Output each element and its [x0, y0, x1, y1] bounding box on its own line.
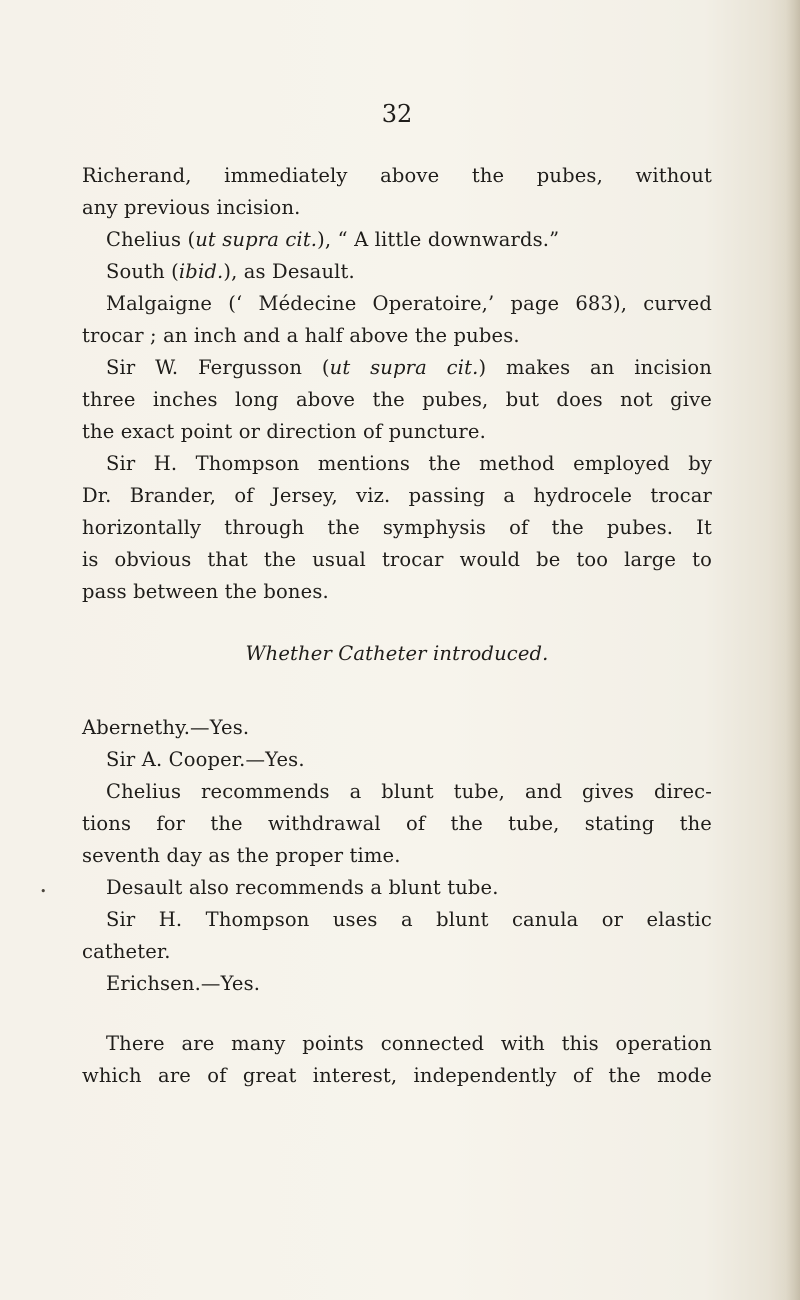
text-line: Dr. Brander, of Jersey, viz. passing a hydrocele trocar: [82, 484, 712, 507]
section-heading: Whether Catheter introduced.: [245, 642, 549, 665]
text-line: There are many points connected with this operation: [106, 1032, 712, 1055]
text-line: Chelius recommends a blunt tube, and gives direc-: [106, 780, 712, 803]
text-line: horizontally through the symphysis of the pubes. It: [82, 516, 712, 539]
text-line: Sir W. Fergusson (ut supra cit.) makes an incision: [106, 356, 712, 379]
text-line: trocar ; an inch and a half above the pubes.: [82, 324, 520, 347]
text-line: pass between the bones.: [82, 580, 329, 603]
text-line: Sir H. Thompson uses a blunt canula or elastic: [106, 908, 712, 931]
text-line: Sir H. Thompson mentions the method employed by: [106, 452, 712, 475]
italic-citation: ut supra cit.: [195, 228, 318, 251]
text-line: South (ibid.), as Desault.: [106, 260, 355, 283]
italic-citation: ut supra cit.: [329, 356, 479, 379]
text-line: Chelius (ut supra cit.), “ A little downwards.”: [106, 228, 560, 251]
text-line: three inches long above the pubes, but does not give: [82, 388, 712, 411]
text-line: Erichsen.—Yes.: [106, 972, 261, 995]
text-line: is obvious that the usual trocar would be too large to: [82, 548, 712, 571]
text-line: Desault also recommends a blunt tube.: [106, 876, 499, 899]
text-line: which are of great interest, independently of the mode: [82, 1064, 712, 1087]
text-line: any previous incision.: [82, 196, 301, 219]
page-number: 32: [381, 100, 413, 128]
italic-citation: ibid.: [178, 260, 224, 283]
text-line: tions for the withdrawal of the tube, stating the: [82, 812, 712, 835]
text-line: the exact point or direction of puncture.: [82, 420, 486, 443]
text-line: catheter.: [82, 940, 171, 963]
page-edge-shadow: [786, 0, 800, 1300]
text-line: seventh day as the proper time.: [82, 844, 401, 867]
text-line: Sir A. Cooper.—Yes.: [106, 748, 305, 771]
text-line: Malgaigne (‘ Médecine Operatoire,’ page 683), curved: [106, 292, 712, 315]
text-line: Abernethy.—Yes.: [82, 716, 250, 739]
margin-mark: •: [40, 885, 47, 898]
text-line: Richerand, immediately above the pubes, without: [82, 164, 712, 187]
body-text: [82, 160, 712, 1092]
